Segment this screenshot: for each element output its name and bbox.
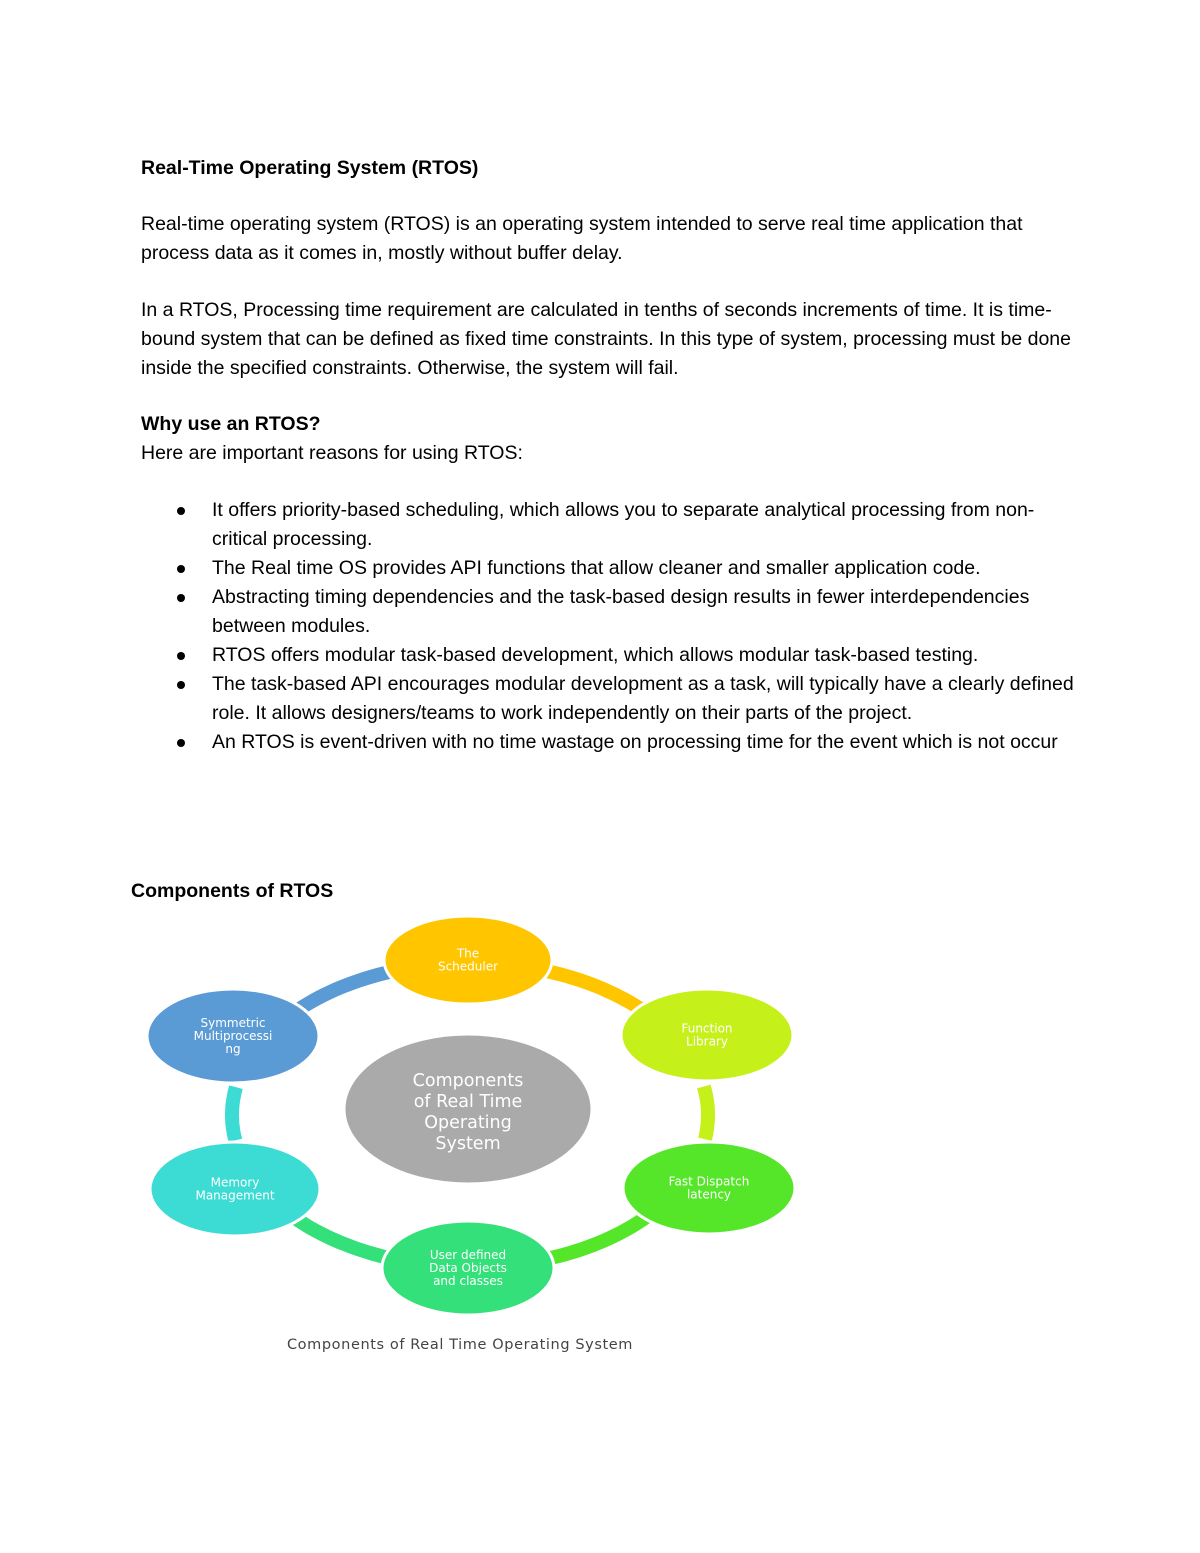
bullet-icon bbox=[177, 565, 185, 573]
diagram-center bbox=[344, 1034, 592, 1184]
intro-paragraph: Real-time operating system (RTOS) is an operating system intended to serve real time application that process data as it comes in, mostly without buffer delay. bbox=[141, 213, 1023, 264]
bullet-icon bbox=[177, 594, 185, 602]
connector-arc bbox=[704, 1087, 708, 1140]
component-node bbox=[150, 1142, 320, 1236]
bullet-icon bbox=[177, 652, 185, 660]
list-item-text: It offers priority-based scheduling, which allows you to separate analytical processing from non-critical processing. bbox=[212, 499, 1035, 550]
diagram-caption: Components of Real Time Operating System bbox=[286, 1337, 634, 1353]
component-node-label: Library bbox=[686, 1034, 728, 1049]
component-node bbox=[623, 1142, 795, 1234]
component-node bbox=[621, 989, 793, 1081]
component-node-label: Symmetric bbox=[200, 1016, 266, 1030]
component-node bbox=[384, 916, 552, 1004]
list-item bbox=[141, 554, 1076, 583]
component-node-label: latency bbox=[686, 1187, 732, 1202]
bullet-icon bbox=[177, 681, 185, 689]
component-node-label: Multiprocessi bbox=[193, 1029, 273, 1043]
list-item-text: RTOS offers modular task-based development, which allows modular task-based testing. bbox=[212, 644, 979, 666]
component-node-label: Memory bbox=[210, 1175, 260, 1190]
diagram-canvas bbox=[130, 905, 810, 1365]
center-node-label: Operating bbox=[424, 1113, 512, 1133]
list-item bbox=[141, 670, 1076, 728]
reasons-intro: Here are important reasons for using RTOS: bbox=[141, 442, 523, 464]
list-item-text: Abstracting timing dependencies and the task-based design results in fewer interdependencies between modules. bbox=[212, 586, 1030, 637]
page-title: Real-Time Operating System (RTOS) bbox=[141, 157, 479, 179]
list-item-text: An RTOS is event-driven with no time wastage on processing time for the event which is not occur bbox=[212, 731, 1058, 753]
components-heading: Components of RTOS bbox=[131, 880, 334, 902]
reasons-list bbox=[141, 496, 1076, 757]
center-node-label: of Real Time bbox=[413, 1092, 523, 1112]
center-node-label: Components bbox=[412, 1071, 524, 1091]
bullet-icon bbox=[177, 739, 185, 747]
component-node-label: Fast Dispatch bbox=[668, 1174, 750, 1189]
connector-arc bbox=[232, 1087, 236, 1140]
component-node bbox=[382, 1221, 554, 1315]
component-node bbox=[147, 989, 319, 1083]
list-item bbox=[141, 496, 1076, 554]
list-item bbox=[141, 728, 1076, 757]
component-node-label: Scheduler bbox=[437, 959, 499, 974]
list-item bbox=[141, 641, 1076, 670]
definition-paragraph: In a RTOS, Processing time requirement are calculated in tenths of seconds increments of time. It is time-bound system that can be defined as fixed time constraints. In this type of system, processing must be done inside the specified constraints. Otherwise, the system will fail. bbox=[141, 299, 1071, 379]
component-node-label: User defined bbox=[429, 1248, 507, 1262]
component-node-label: Management bbox=[195, 1188, 275, 1203]
rtos-components-diagram bbox=[130, 905, 810, 1365]
component-node-label: Data Objects bbox=[429, 1261, 507, 1275]
component-node-label: The bbox=[456, 946, 480, 961]
center-node-label: System bbox=[435, 1134, 501, 1154]
component-node-label: ng bbox=[225, 1042, 241, 1056]
component-node-label: and classes bbox=[433, 1274, 503, 1288]
list-item bbox=[141, 583, 1076, 641]
list-item-text: The Real time OS provides API functions that allow cleaner and smaller application code. bbox=[212, 557, 981, 579]
component-node-label: Function bbox=[681, 1021, 733, 1036]
why-heading: Why use an RTOS? bbox=[141, 413, 321, 435]
list-item-text: The task-based API encourages modular development as a task, will typically have a clearly defined role. It allows designers/teams to work independently on their parts of the project. bbox=[212, 673, 1074, 724]
bullet-icon bbox=[177, 507, 185, 515]
